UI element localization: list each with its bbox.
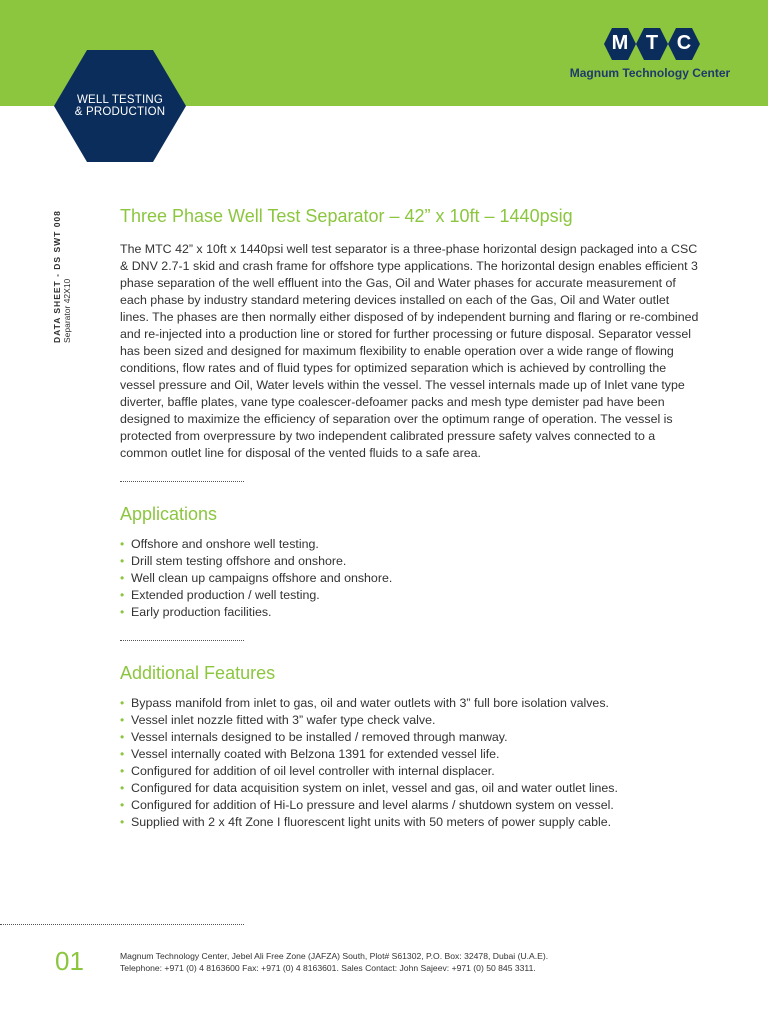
- list-item: • Configured for addition of oil level controller with internal displacer.: [120, 764, 495, 778]
- logo-letter-m: M: [611, 32, 629, 54]
- list-item: • Offshore and onshore well testing.: [120, 537, 319, 551]
- list-item: • Configured for data acquisition system on inlet, vessel and gas, oil and water outlet lines.: [120, 781, 618, 795]
- footer-divider: [0, 924, 244, 925]
- section-divider: [120, 481, 244, 482]
- bullet-icon: •: [120, 571, 125, 585]
- logo-letter-c: C: [676, 32, 692, 54]
- features-list: [120, 695, 700, 831]
- main-content: [120, 206, 700, 831]
- bullet-icon: •: [120, 781, 125, 795]
- section-badge: [54, 50, 186, 162]
- list-item: • Vessel internals designed to be installed / removed through manway.: [120, 730, 508, 744]
- logo-letter-t: T: [645, 32, 659, 54]
- applications-heading: Applications: [120, 504, 218, 524]
- document-code: [52, 210, 72, 343]
- list-item: • Early production facilities.: [120, 605, 272, 619]
- bullet-icon: •: [120, 554, 125, 568]
- mtc-logo: [560, 26, 740, 86]
- list-item: • Extended production / well testing.: [120, 588, 320, 602]
- badge-line-1: WELL TESTING: [76, 94, 164, 106]
- list-item: • Configured for addition of Hi-Lo pressure and level alarms / shutdown system on vessel.: [120, 798, 614, 812]
- bullet-icon: •: [120, 730, 125, 744]
- doc-code-main: DATA SHEET - DS SWT 008: [52, 210, 62, 343]
- bullet-icon: •: [120, 588, 125, 602]
- footer-contact: [120, 950, 760, 974]
- footer-address: Magnum Technology Center, Jebel Ali Free Zone (JAFZA) South, Plot# S61302, P.O. Box: 32478, Dubai (U.A.E).: [120, 951, 549, 961]
- list-item: • Bypass manifold from inlet to gas, oil and water outlets with 3” full bore isolation valves.: [120, 696, 609, 710]
- list-item: • Supplied with 2 x 4ft Zone I fluorescent light units with 50 meters of power supply cable.: [120, 815, 612, 829]
- bullet-icon: •: [120, 798, 125, 812]
- list-item: • Vessel internally coated with Belzona 1391 for extended vessel life.: [120, 747, 500, 761]
- list-item: • Vessel inlet nozzle fitted with 3” wafer type check valve.: [120, 713, 436, 727]
- features-heading: Additional Features: [120, 663, 276, 683]
- bullet-icon: •: [120, 713, 125, 727]
- bullet-icon: •: [120, 537, 125, 551]
- bullet-icon: •: [120, 605, 125, 619]
- bullet-icon: •: [120, 747, 125, 761]
- page-number: 01: [55, 946, 84, 976]
- description-paragraph: The MTC 42” x 10ft x 1440psi well test separator is a three-phase horizontal design packaged into a CSC & DNV 2.7-1 skid and crash frame for offshore type applications. The horizontal design enables efficient 3 phase separation of the well effluent into the Gas, Oil and Water phases for accurate measurement of each phase by industry standard metering devices installed on each of the Gas, Oil and Water outlet lines. The phases are then normally either disposed of by independent burning and flaring or re-combined and re-injected into a production line or stored for further processing or future disposal. Separator vessel has been sized and designed for maximum flexibility to enable operation over a wide range of flowing conditions, flow rates and of fluid types for optimized separation which is achieved by controlling the vessel pressure and Oil, Water levels within the vessel. The vessel internals made up of Inlet vane type diverter, baffle plates, vane type coalescer-defoamer packs and mesh type demister pad have been designed to maximize the efficiency of separation over the optimum range of operation. The vessel is protected from overpressure by two independent calibrated pressure safety valves connected to a common outlet line for disposal of the vented fluids to a safe area.: [120, 242, 699, 460]
- bullet-icon: •: [120, 696, 125, 710]
- doc-code-sub: Separator 42X10: [62, 278, 72, 343]
- list-item: • Drill stem testing offshore and onshore.: [120, 554, 347, 568]
- bullet-icon: •: [120, 764, 125, 778]
- badge-line-2: & PRODUCTION: [74, 106, 166, 118]
- footer-phone: Telephone: +971 (0) 4 8163600 Fax: +971 (0) 4 8163601. Sales Contact: John Sajeev: +971 (0) 50 845 3311.: [120, 963, 536, 973]
- company-name: Magnum Technology Center: [569, 66, 731, 80]
- list-item: • Well clean up campaigns offshore and onshore.: [120, 571, 393, 585]
- bullet-icon: •: [120, 815, 125, 829]
- applications-list: [120, 536, 700, 621]
- page-title: Three Phase Well Test Separator – 42” x 10ft – 1440psig: [120, 206, 573, 226]
- section-divider: [120, 640, 244, 641]
